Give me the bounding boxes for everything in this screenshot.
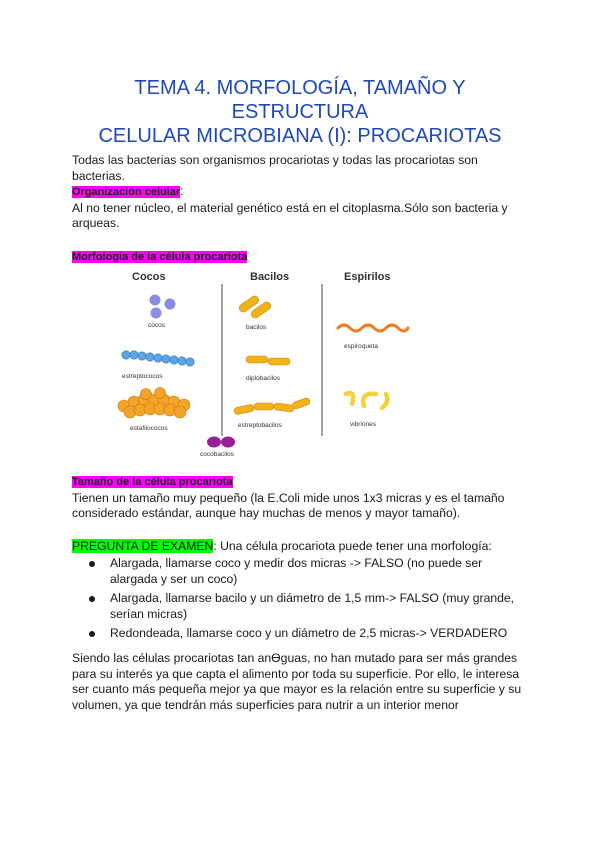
pregunta-intro	[72, 539, 532, 555]
estreptobacilos-illustration	[234, 397, 311, 415]
organizacion-line-1: Al no tener núcleo, el material genético está en el citoplasma.Sólo son bacteria y	[72, 200, 508, 215]
morfologia-heading: Morfología de la célula procariota	[72, 251, 248, 263]
conclusion-line-1: Siendo las células procariotas tan anϴguas, no han mutado para ser más grandes	[72, 651, 518, 665]
pregunta-label: PREGUNTA DE EXAMEN	[72, 539, 214, 553]
bullet-3-line-1: Redondeada, llamarse coco y un diámetro de 2,5 micras-> VERDADERO	[110, 626, 508, 640]
label-estafilococos: estafilococos	[130, 425, 168, 432]
title-line-3: CELULAR MICROBIANA (I): PROCARIOTAS	[98, 125, 502, 147]
title-line-1: TEMA 4. MORFOLOGÍA, TAMAÑO Y	[134, 77, 466, 99]
pregunta-bullet-list	[72, 556, 532, 646]
cocos-illustration	[150, 295, 176, 319]
label-vibriones: vibriones	[350, 421, 377, 428]
page-title	[70, 76, 530, 148]
label-estreptococos: estreptococos	[122, 373, 163, 380]
bullet-1-line-1: Alargada, llamarse coco y medir dos micras -> FALSO (no puede ser	[110, 556, 483, 570]
bullet-item-1	[72, 556, 532, 587]
organizacion-heading-suffix: :	[180, 184, 184, 198]
bullet-dot-icon	[89, 631, 95, 637]
conclusion-line-4: volumen, ya que tendrán más superficies para nutrir a un interior menor	[72, 697, 459, 712]
morphology-figure	[110, 266, 430, 458]
organizacion-section	[72, 184, 532, 232]
bullet-2-line-1: Alargada, llamarse bacilo y un diámetro de 1,5 mm-> FALSO (muy grande,	[110, 591, 515, 605]
pregunta-text: : Una célula procariota puede tener una morfología:	[213, 539, 492, 553]
espiroqueta-illustration	[338, 325, 408, 331]
conclusion-line-2: para su interés ya que capta el alimento por toda su superficie. Por ello, le interesa	[72, 666, 520, 681]
intro-line-2: bacterias.	[72, 168, 125, 183]
header-bacilos: Bacilos	[250, 271, 290, 283]
bullet-dot-icon	[89, 561, 95, 567]
estreptococos-illustration	[122, 351, 194, 366]
organizacion-heading-row	[72, 184, 532, 201]
intro-paragraph	[72, 153, 532, 184]
label-diplobacilos: diplobacilos	[246, 375, 280, 382]
bacilos-illustration	[238, 294, 273, 319]
tamano-heading-row	[72, 474, 532, 491]
conclusion-line-3: ser cuanto más pequeña mejor ya que mayor es la relación entre su superficie y su	[72, 682, 522, 696]
tamano-line-1: Tienen un tamaño muy pequeño (la E.Coli mide unos 1x3 micras y es el tamaño	[72, 490, 505, 505]
header-cocos: Cocos	[132, 271, 166, 283]
tamano-heading: Tamaño de la célula procariota	[72, 476, 233, 488]
vibriones-illustration	[346, 393, 387, 408]
label-cocos: cocos	[148, 322, 165, 329]
diplobacilos-illustration	[246, 356, 290, 365]
label-bacilos: bacilos	[246, 324, 267, 331]
label-estreptobacilos: estreptobacilos	[238, 422, 282, 429]
bullet-2-line-2: serían micras)	[110, 606, 188, 621]
intro-line-1: Todas las bacterias son organismos procariotas y todas las procariotas son	[72, 153, 478, 167]
morfologia-section	[72, 249, 532, 266]
organizacion-line-2: arqueas.	[72, 216, 120, 230]
estafilococos-illustration	[118, 388, 190, 419]
bullet-dot-icon	[89, 596, 95, 602]
label-espiroqueta: espiroqueta	[344, 343, 378, 350]
bullet-item-2	[72, 591, 532, 622]
label-cocobacilos: cocobacilos	[200, 451, 234, 458]
header-espirilos: Espirilos	[344, 271, 391, 283]
title-line-2: ESTRUCTURA	[231, 101, 369, 123]
bullet-item-3	[72, 626, 532, 642]
bullet-1-line-2: alargada y ser un coco)	[110, 571, 238, 586]
tamano-line-2: considerado estándar, aunque hay muchas de menos y mayor tamaño).	[72, 506, 461, 520]
cocobacilos-illustration	[207, 437, 235, 448]
tamano-section	[72, 474, 532, 522]
conclusion-paragraph	[72, 651, 532, 713]
organizacion-heading: Organización celular	[72, 186, 181, 198]
